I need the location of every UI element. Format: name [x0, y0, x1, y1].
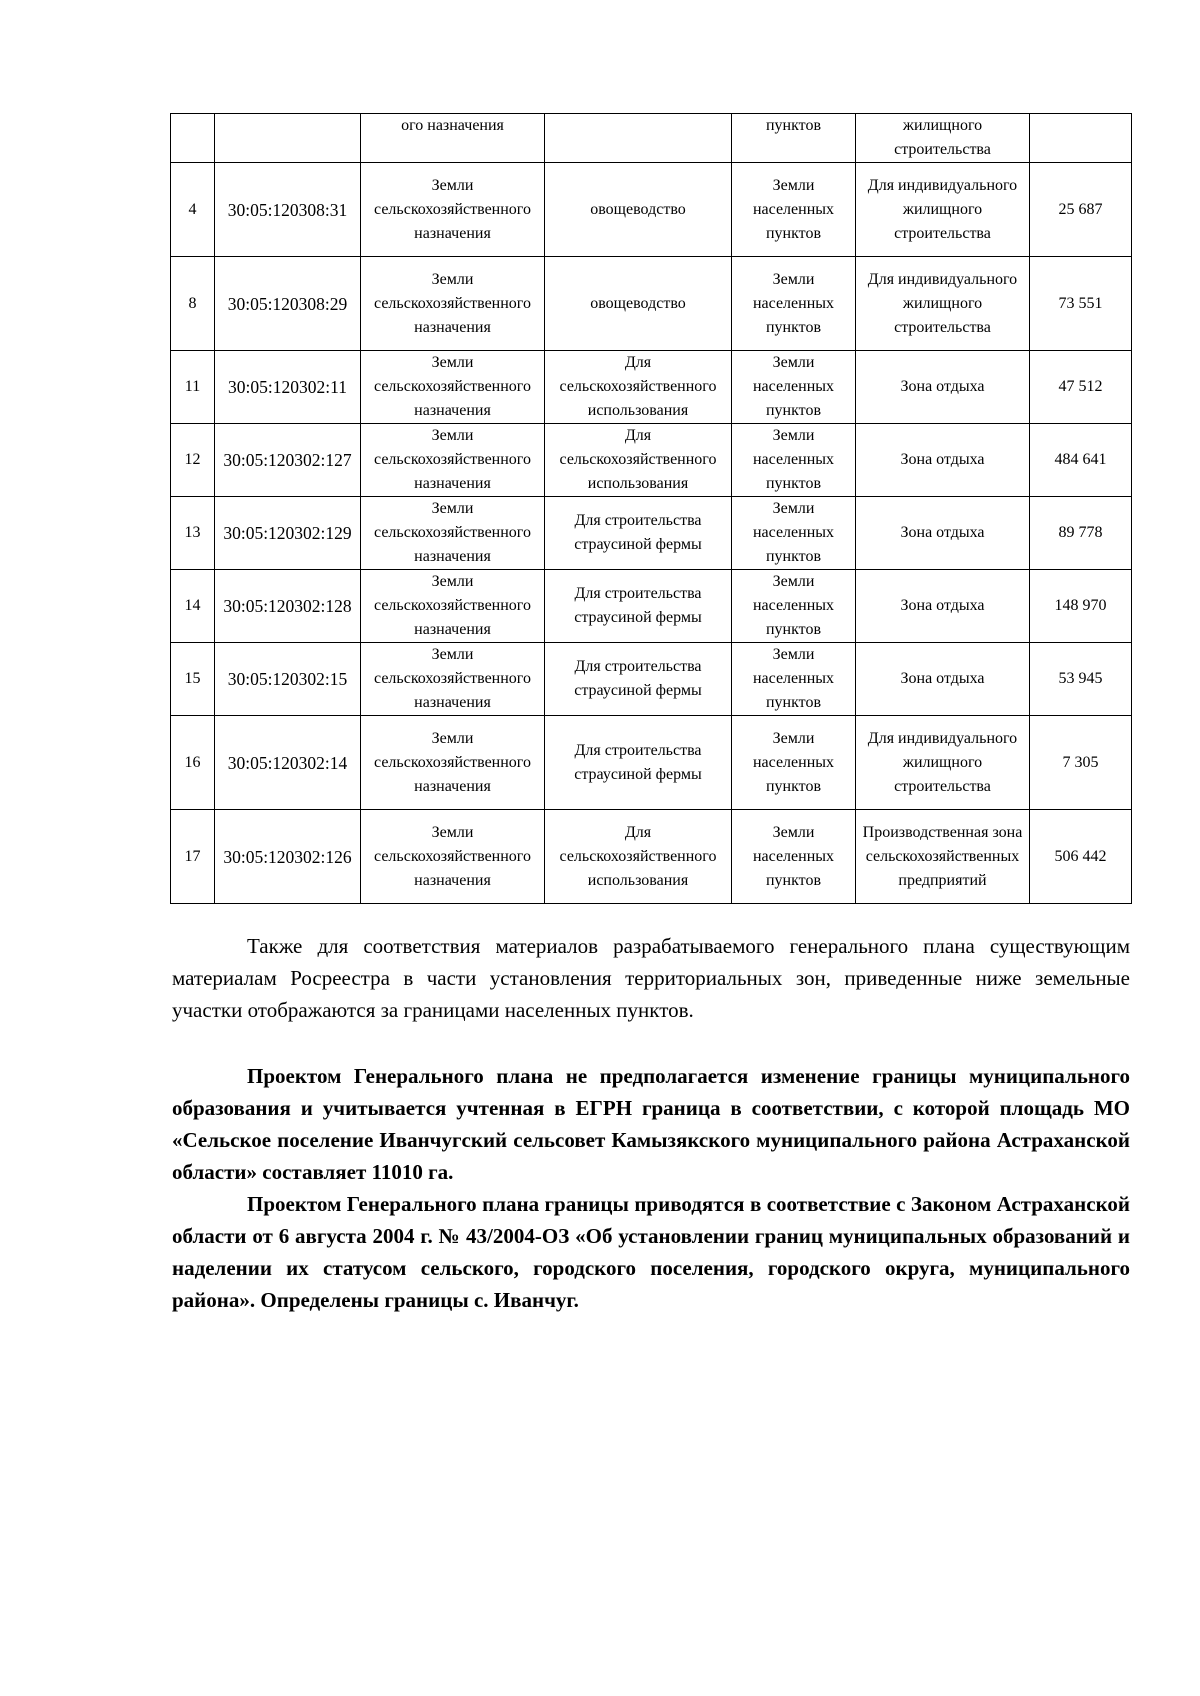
paragraph-boundaries-note: Также для соответствия материалов разрабатываемого генерального плана существующим материалам Росреестра в части установления территориальных зон, приведенные ниже земельные участки отображаются за границами населенных пунктов.	[172, 934, 1130, 1022]
paragraph-municipal-boundary: Проектом Генерального плана не предполагается изменение границы муниципального образования и учитывается учтенная в ЕГРН граница в соответствии, с которой площадь МО «Сельское поселение Иванчугский сельсовет Камызякского муниципального района Астраханской области» составляет 11010 га.	[172, 1064, 1130, 1184]
cell-cadastral: 30:05:120302:128	[215, 570, 361, 643]
land-parcels-table	[170, 113, 1132, 904]
cell-land-category: Земли сельскохозяйственного назначения	[361, 716, 545, 810]
cell-cadastral: 30:05:120302:127	[215, 424, 361, 497]
cell-zone-category: Земли населенных пунктов	[732, 497, 856, 570]
cell-area: 506 442	[1030, 810, 1132, 904]
cell-area: 7 305	[1030, 716, 1132, 810]
cell-permitted-use	[545, 114, 732, 163]
cell-zone: Для индивидуального жилищного строительства	[856, 163, 1030, 257]
cell-permitted-use: Для строительства страусиной фермы	[545, 570, 732, 643]
cell-zone-category: пунктов	[732, 114, 856, 163]
cell-land-category: Земли сельскохозяйственного назначения	[361, 257, 545, 351]
cell-area: 47 512	[1030, 351, 1132, 424]
cell-land-category: Земли сельскохозяйственного назначения	[361, 351, 545, 424]
cell-zone: Зона отдыха	[856, 497, 1030, 570]
cell-cadastral: 30:05:120302:11	[215, 351, 361, 424]
cell-cadastral: 30:05:120308:29	[215, 257, 361, 351]
cell-zone-category: Земли населенных пунктов	[732, 716, 856, 810]
cell-cadastral: 30:05:120302:126	[215, 810, 361, 904]
cell-land-category: Земли сельскохозяйственного назначения	[361, 424, 545, 497]
cell-cadastral	[215, 114, 361, 163]
cell-cadastral: 30:05:120302:14	[215, 716, 361, 810]
cell-permitted-use: Для сельскохозяйственного использования	[545, 424, 732, 497]
cell-permitted-use: Для строительства страусиной фермы	[545, 497, 732, 570]
cell-num	[171, 114, 215, 163]
cell-zone: Зона отдыха	[856, 643, 1030, 716]
cell-land-category: Земли сельскохозяйственного назначения	[361, 163, 545, 257]
cell-num: 4	[171, 163, 215, 257]
cell-zone-category: Земли населенных пунктов	[732, 570, 856, 643]
cell-zone-category: Земли населенных пунктов	[732, 810, 856, 904]
table-row	[171, 424, 1132, 497]
cell-permitted-use: Для строительства страусиной фермы	[545, 716, 732, 810]
table-row	[171, 351, 1132, 424]
cell-zone: Производственная зона сельскохозяйственных предприятий	[856, 810, 1030, 904]
cell-zone: Зона отдыха	[856, 424, 1030, 497]
table-row	[171, 114, 1132, 163]
cell-zone: жилищного строительства	[856, 114, 1030, 163]
cell-num: 12	[171, 424, 215, 497]
cell-zone-category: Земли населенных пунктов	[732, 643, 856, 716]
cell-area: 89 778	[1030, 497, 1132, 570]
table-row	[171, 643, 1132, 716]
cell-zone: Зона отдыха	[856, 570, 1030, 643]
table-row	[171, 497, 1132, 570]
table-row	[171, 257, 1132, 351]
table-row	[171, 570, 1132, 643]
cell-area: 53 945	[1030, 643, 1132, 716]
cell-area: 148 970	[1030, 570, 1132, 643]
cell-area: 484 641	[1030, 424, 1132, 497]
table-row	[171, 716, 1132, 810]
cell-land-category: Земли сельскохозяйственного назначения	[361, 570, 545, 643]
paragraph-law-reference: Проектом Генерального плана границы приводятся в соответствие с Законом Астраханской области от 6 августа 2004 г. № 43/2004-ОЗ «Об установлении границ муниципальных образований и наделении их статусом сельского, городского поселения, городского округа, муниципального района». Определены границы с. Иванчуг.	[172, 1192, 1130, 1312]
cell-zone: Для индивидуального жилищного строительства	[856, 257, 1030, 351]
cell-zone-category: Земли населенных пунктов	[732, 257, 856, 351]
cell-zone-category: Земли населенных пунктов	[732, 351, 856, 424]
cell-land-category: Земли сельскохозяйственного назначения	[361, 643, 545, 716]
cell-num: 14	[171, 570, 215, 643]
cell-zone-category: Земли населенных пунктов	[732, 424, 856, 497]
cell-num: 17	[171, 810, 215, 904]
cell-area	[1030, 114, 1132, 163]
cell-zone: Для индивидуального жилищного строительства	[856, 716, 1030, 810]
cell-num: 16	[171, 716, 215, 810]
cell-cadastral: 30:05:120302:15	[215, 643, 361, 716]
cell-permitted-use: Для строительства страусиной фермы	[545, 643, 732, 716]
cell-zone-category: Земли населенных пунктов	[732, 163, 856, 257]
cell-cadastral: 30:05:120308:31	[215, 163, 361, 257]
cell-zone: Зона отдыха	[856, 351, 1030, 424]
cell-land-category: Земли сельскохозяйственного назначения	[361, 497, 545, 570]
cell-permitted-use: овощеводство	[545, 163, 732, 257]
cell-num: 15	[171, 643, 215, 716]
table-row	[171, 810, 1132, 904]
table-row	[171, 163, 1132, 257]
cell-land-category: ого назначения	[361, 114, 545, 163]
cell-area: 25 687	[1030, 163, 1132, 257]
cell-permitted-use: Для сельскохозяйственного использования	[545, 351, 732, 424]
cell-cadastral: 30:05:120302:129	[215, 497, 361, 570]
cell-num: 13	[171, 497, 215, 570]
cell-permitted-use: Для сельскохозяйственного использования	[545, 810, 732, 904]
cell-num: 8	[171, 257, 215, 351]
cell-permitted-use: овощеводство	[545, 257, 732, 351]
cell-num: 11	[171, 351, 215, 424]
cell-land-category: Земли сельскохозяйственного назначения	[361, 810, 545, 904]
cell-area: 73 551	[1030, 257, 1132, 351]
